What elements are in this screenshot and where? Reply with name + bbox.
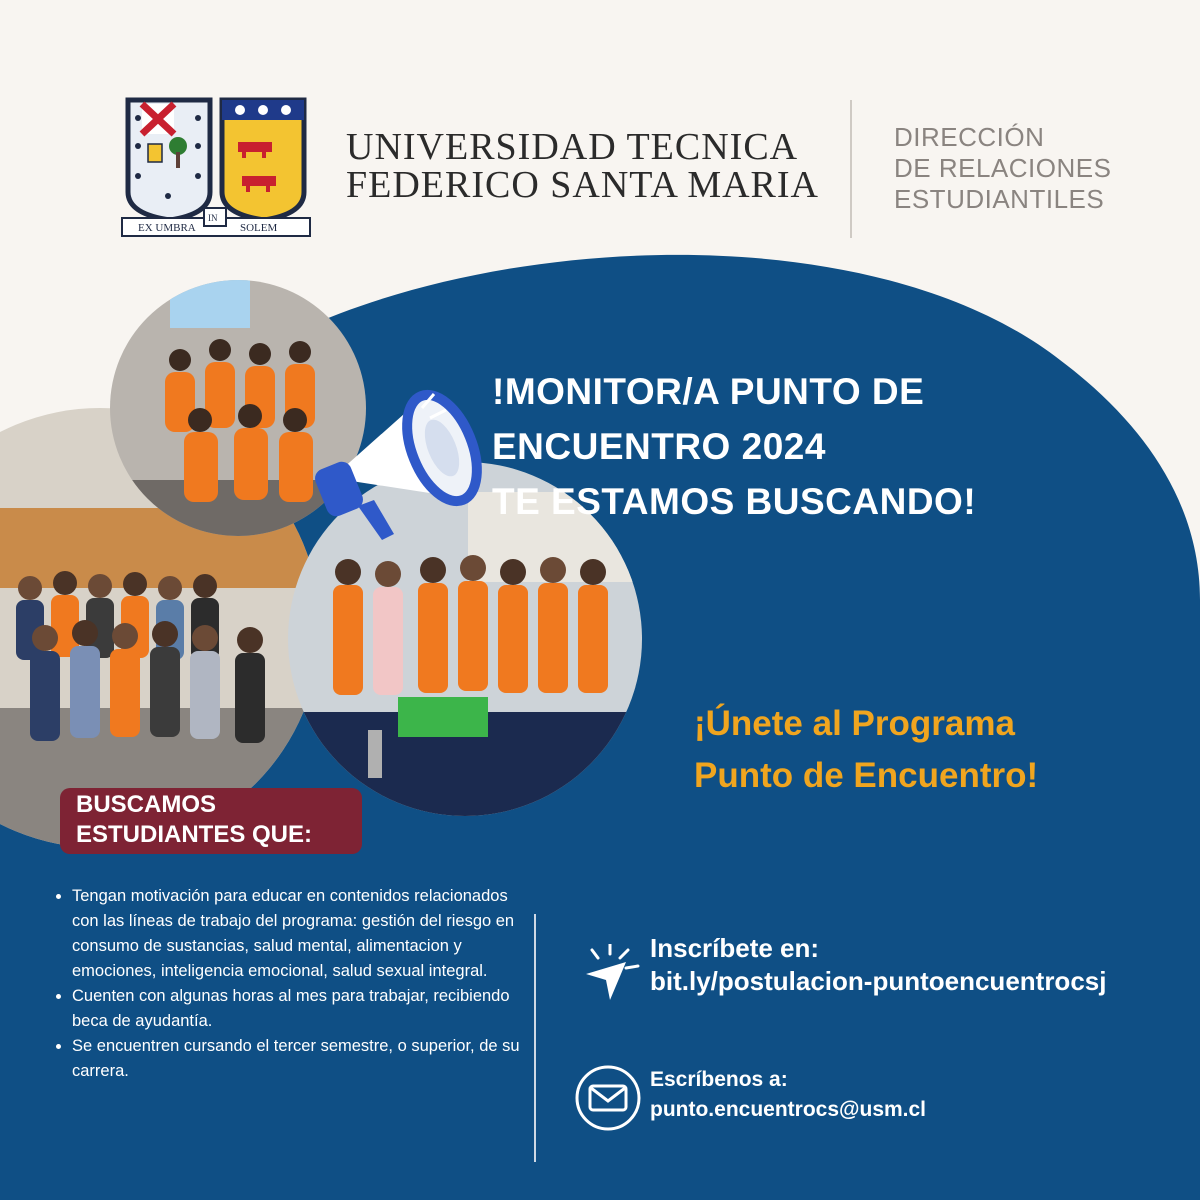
requirements-title-line1: BUSCAMOS bbox=[76, 791, 217, 818]
join-line2: Punto de Encuentro! bbox=[694, 756, 1039, 795]
join-line1: ¡Únete al Programa bbox=[694, 704, 1015, 743]
headline-line1: !MONITOR/A PUNTO DE bbox=[492, 371, 925, 412]
university-name-line1: UNIVERSIDAD TECNICA bbox=[346, 126, 799, 168]
mail-icon bbox=[574, 1064, 642, 1132]
requirements-list bbox=[52, 884, 532, 1084]
megaphone-icon bbox=[312, 378, 492, 548]
requirement-item: • Tengan motivación para educar en contenidos relacionados con las líneas de trabajo del programa: gestión del riesgo en consumo de sustancias, salud mental, alimentacion y emociones, inteligencia emocional, salud sexual integral. bbox=[72, 884, 532, 984]
email-address[interactable]: punto.encuentrocs@usm.cl bbox=[650, 1098, 927, 1121]
headline-line3: TE ESTAMOS BUSCANDO! bbox=[492, 481, 977, 522]
section-divider bbox=[534, 914, 536, 1162]
requirements-title-line2: ESTUDIANTES QUE: bbox=[76, 821, 313, 848]
join-program-text bbox=[694, 698, 1038, 802]
crest-motto-left: EX UMBRA bbox=[138, 222, 196, 234]
department-name bbox=[894, 122, 1111, 215]
university-name-line2: FEDERICO SANTA MARIA bbox=[346, 164, 819, 206]
email-label: Escríbenos a: bbox=[650, 1068, 788, 1091]
headline-line2: ENCUENTRO 2024 bbox=[492, 426, 826, 467]
crest-motto-mid: IN bbox=[208, 213, 218, 223]
headline bbox=[492, 364, 976, 529]
requirement-item: • Cuenten con algunas horas al mes para trabajar, recibiendo beca de ayudantía. bbox=[72, 984, 532, 1034]
department-line2: DE RELACIONES bbox=[894, 153, 1112, 183]
university-name bbox=[346, 128, 819, 204]
crest-motto-right: SOLEM bbox=[240, 222, 278, 234]
university-crest bbox=[118, 96, 314, 242]
requirements-title-badge bbox=[60, 788, 362, 854]
signup-label: Inscríbete en: bbox=[650, 933, 820, 963]
department-line3: ESTUDIANTILES bbox=[894, 184, 1105, 214]
signup-link[interactable]: bit.ly/postulacion-puntoencuentrocsj bbox=[650, 966, 1107, 996]
requirement-item: • Se encuentren cursando el tercer semestre, o superior, de su carrera. bbox=[72, 1034, 532, 1084]
department-line1: DIRECCIÓN bbox=[894, 122, 1045, 152]
header-divider bbox=[850, 100, 852, 238]
cursor-click-icon bbox=[580, 944, 640, 1004]
